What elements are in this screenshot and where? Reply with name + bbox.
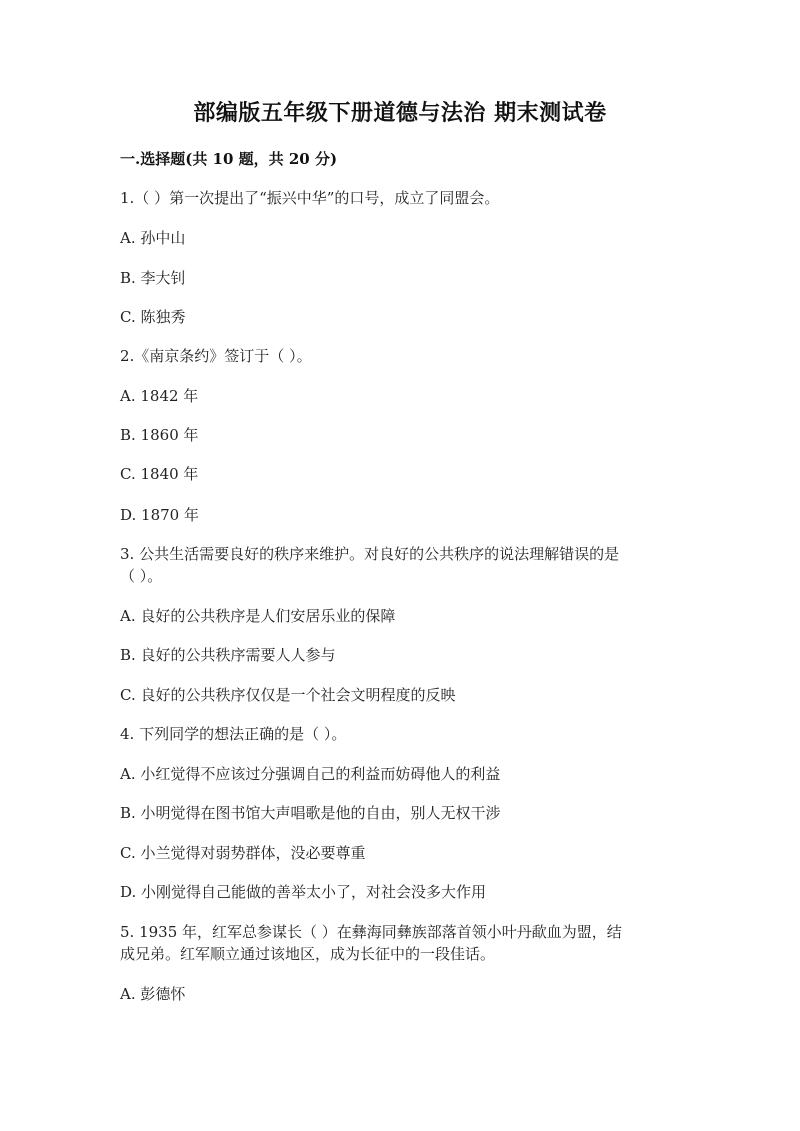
answer-option: B. 小明觉得在图书馆大声唱歌是他的自由，别人无权干涉	[120, 804, 501, 822]
question-stem-continued: （ ）。	[120, 567, 163, 585]
answer-option: A. 1842 年	[120, 387, 199, 405]
answer-option: D. 小刚觉得自己能做的善举太小了，对社会没多大作用	[120, 883, 487, 901]
answer-option: A. 良好的公共秩序是人们安居乐业的保障	[120, 607, 396, 625]
question-stem: 2.《南京条约》签订于（ ）。	[120, 347, 312, 365]
answer-option: A. 小红觉得不应该过分强调自己的利益而妨碍他人的利益	[120, 765, 501, 783]
answer-option: C. 陈独秀	[120, 308, 186, 326]
question-stem: 5. 1935 年，红军总参谋长（ ）在彝海同彝族部落首领小叶丹歃血为盟，结	[120, 923, 622, 941]
answer-option: B. 李大钊	[120, 269, 186, 287]
answer-option: C. 小兰觉得对弱势群体，没必要尊重	[120, 844, 366, 862]
question-stem: 4. 下列同学的想法正确的是（ ）。	[120, 725, 347, 743]
question-stem: 3. 公共生活需要良好的秩序来维护。对良好的公共秩序的说法理解错误的是	[120, 545, 620, 563]
answer-option: B. 良好的公共秩序需要人人参与	[120, 646, 336, 664]
section-heading: 一.选择题(共 10 题，共 20 分)	[120, 150, 338, 168]
answer-option: A. 孙中山	[120, 229, 186, 247]
question-stem: 1.（ ）第一次提出了“振兴中华”的口号，成立了同盟会。	[120, 189, 500, 207]
answer-option: C. 1840 年	[120, 465, 199, 483]
answer-option: D. 1870 年	[120, 506, 199, 524]
answer-option: A. 彭德怀	[120, 985, 186, 1003]
answer-option: B. 1860 年	[120, 426, 199, 444]
page-title: 部编版五年级下册道德与法治 期末测试卷	[193, 100, 607, 126]
answer-option: C. 良好的公共秩序仅仅是一个社会文明程度的反映	[120, 686, 456, 704]
question-stem-continued: 成兄弟。红军顺立通过该地区，成为长征中的一段佳话。	[120, 945, 496, 963]
